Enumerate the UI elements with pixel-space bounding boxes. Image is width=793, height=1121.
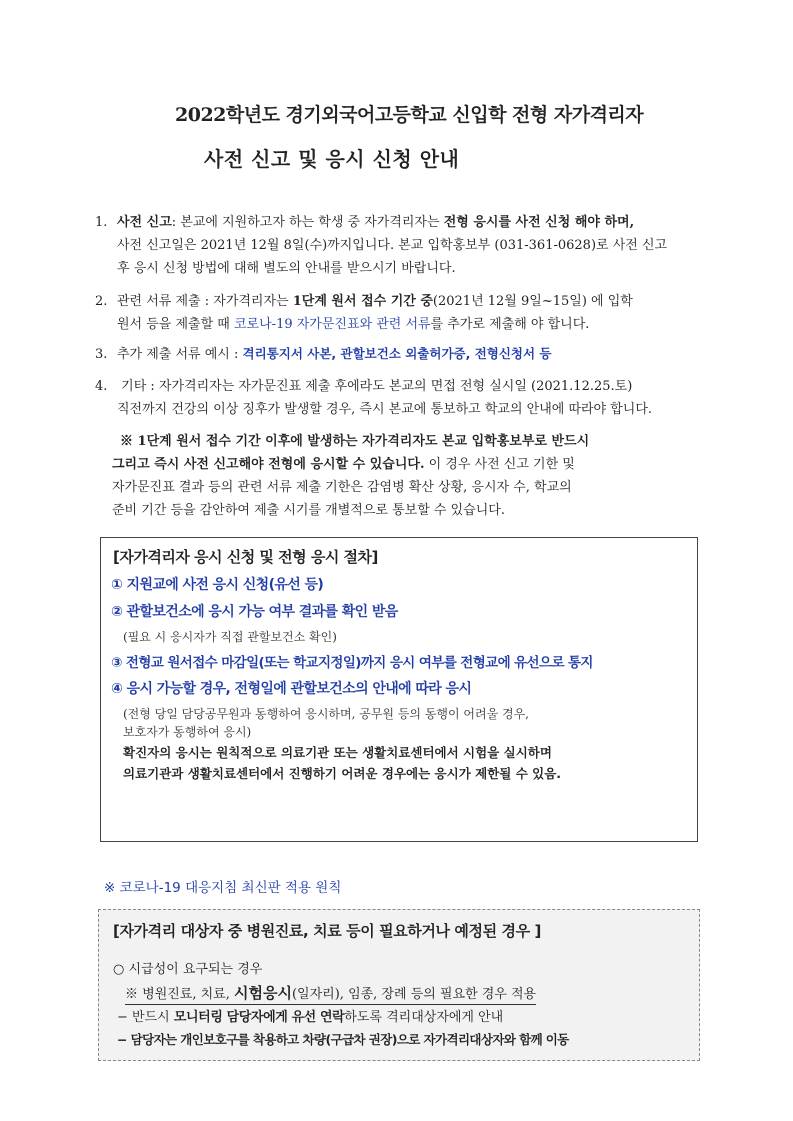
quarantine-example <box>125 982 536 1005</box>
procedure-heading: [자가격리자 응시 신청 및 전형 응시 절차] <box>113 548 378 566</box>
instruction-emphasis: 모니터링 담당자에게 유선 연락 <box>173 1010 345 1025</box>
item-text: 원서 등을 제출할 때 <box>117 317 234 332</box>
notice-text: 자가문진표 결과 등의 관련 서류 제출 기한은 감염병 확산 상황, 응시자 수, 학교의 <box>112 480 572 495</box>
item-number: 4. <box>95 379 108 394</box>
procedure-step-4-note: 보호자가 동행하여 응시) <box>123 725 252 739</box>
quarantine-condition: ○ 시급성이 요구되는 경우 <box>113 962 263 977</box>
notice-paragraph <box>112 430 702 522</box>
item-2 <box>95 290 705 336</box>
item-number: 3. <box>95 347 108 362</box>
procedure-warning: 의료기관과 생활치료센터에서 진행하기 어려운 경우에는 응시가 제한될 수 있음. <box>123 766 562 781</box>
item-text: 추가 제출 서류 예시 : <box>117 347 243 362</box>
item-number: 1. <box>95 215 108 230</box>
item-text: 기타 : 자가격리자는 자가문진표 제출 후에라도 본교의 면접 전형 실시일 (2021.12.25.토) <box>117 379 633 394</box>
notice-text: 이 경우 사전 신고 기한 및 <box>424 457 575 472</box>
procedure-step-2-note: (필요 시 응시자가 직접 관할보건소 확인) <box>123 630 337 644</box>
item-text: 사전 신고일은 2021년 12월 8일(수)까지입니다. 본교 입학홍보부 (031-361-0628) <box>117 238 597 253</box>
page-title: 2022학년도 경기외국어고등학교 신입학 전형 자가격리자 <box>175 104 644 126</box>
example-text: ※ 병원진료, 치료, <box>125 987 235 1002</box>
item-text: : 본교에 지원하고자 하는 학생 중 자가격리자는 <box>171 215 444 230</box>
procedure-step-2: ② 관할보건소에 응시 가능 여부 결과를 확인 받음 <box>111 604 398 620</box>
notice-bold: ※ 1단계 원서 접수 기간 이후에 발생하는 자가격리자도 본교 입학홍보부로 반드시 <box>120 434 590 449</box>
item-label: 사전 신고 <box>117 215 172 230</box>
item-emphasis-blue: 격리통지서 사본, 관할보건소 외출허가증, 전형신청서 등 <box>242 346 552 361</box>
item-3 <box>95 342 705 366</box>
quarantine-instruction-1 <box>117 1006 503 1025</box>
quarantine-instruction-2: − 담당자는 개인보호구를 착용하고 차량(구급차 권장)으로 자가격리대상자와 함께 이동 <box>117 1032 569 1047</box>
item-emphasis-blue: 코로나-19 자가문진표와 관련 서류 <box>234 317 431 332</box>
notice-text: 준비 기간 등을 감안하여 제출 시기를 개별적으로 통보할 수 있습니다. <box>112 503 505 518</box>
item-text: 직전까지 건강의 이상 징후가 발생할 경우, 즉시 본교에 통보하고 학교의 안내에 따라야 합니다. <box>117 402 653 417</box>
quarantine-heading: [자가격리 대상자 중 병원진료, 치료 등이 필요하거나 예정된 경우 ] <box>113 922 541 940</box>
procedure-step-4: ④ 응시 가능할 경우, 전형일에 관할보건소의 안내에 따라 응시 <box>111 681 472 697</box>
instruction-text: − 반드시 <box>117 1010 174 1025</box>
instruction-text: 하도록 격리대상자에게 안내 <box>344 1010 504 1025</box>
item-1 <box>95 211 705 280</box>
procedure-step-4-note: (전형 당일 담당공무원과 동행하여 응시하며, 공무원 등의 동행이 어려울 경우, <box>123 707 529 721</box>
item-emphasis: 전형 응시를 사전 신청 해야 하며, <box>443 215 635 230</box>
item-text: 로 사전 신고 <box>596 238 668 253</box>
covid-principle: ※ 코로나-19 대응지침 최신판 적용 원칙 <box>104 880 342 896</box>
example-text: (일자리), 임종, 장례 등의 필요한 경우 적용 <box>291 987 537 1002</box>
item-number: 2. <box>95 294 108 309</box>
procedure-step-1: ① 지원교에 사전 응시 신청(유선 등) <box>111 577 324 593</box>
item-text: (2021년 12월 9일~15일) 에 입학 <box>432 294 633 309</box>
item-text: 후 응시 신청 방법에 대해 별도의 안내를 받으시기 바랍니다. <box>117 261 456 276</box>
procedure-warning: 확진자의 응시는 원칙적으로 의료기관 또는 생활치료센터에서 시험을 실시하며 <box>123 745 552 760</box>
page-subtitle: 사전 신고 및 응시 신청 안내 <box>204 147 460 171</box>
item-4 <box>95 375 705 421</box>
procedure-box <box>100 537 698 842</box>
quarantine-box <box>98 909 700 1061</box>
item-emphasis: 1단계 원서 접수 기간 중 <box>292 294 433 309</box>
example-emphasis: 시험응시 <box>234 984 292 1002</box>
procedure-step-3: ③ 전형교 원서접수 마감일(또는 학교지정일)까지 응시 여부를 전형교에 유선으로 통지 <box>111 655 593 671</box>
notice-bold: 그리고 즉시 사전 신고해야 전형에 응시할 수 있습니다. <box>112 457 425 472</box>
item-text: 관련 서류 제출 : 자가격리자는 <box>117 294 293 309</box>
item-text: 를 추가로 제출해 야 합니다. <box>430 317 590 332</box>
